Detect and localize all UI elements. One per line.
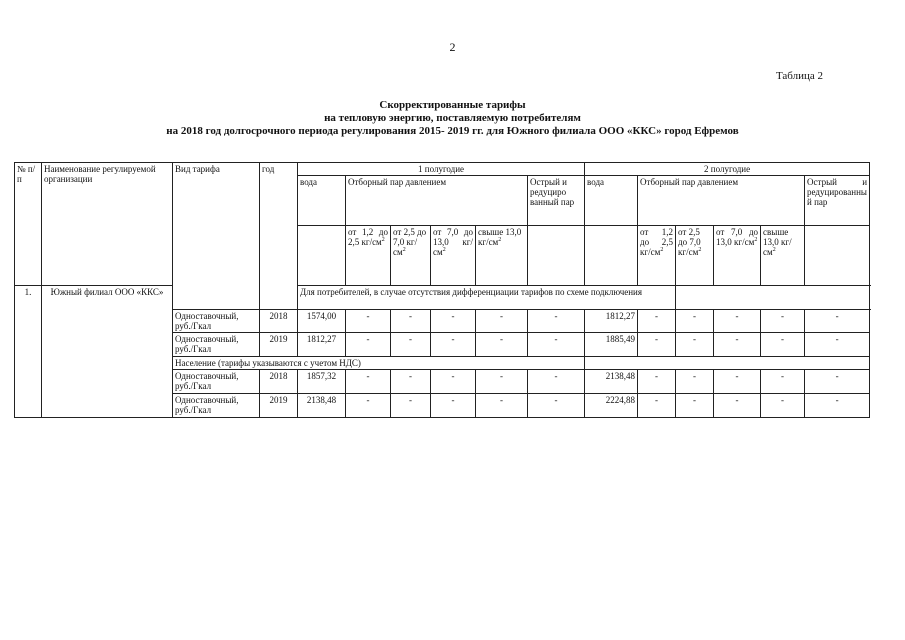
dash-cell: -	[761, 333, 805, 357]
header-row-1	[15, 163, 870, 176]
header-pressure-1-4: свыше 13,0 $кг/см^2$	[476, 226, 528, 286]
tariff-type: Одноставочный, руб./Гкал	[173, 394, 260, 418]
dash-cell: -	[676, 370, 714, 394]
dash-cell: -	[805, 310, 870, 333]
org-name: Южный филиал ООО «ККС»	[42, 286, 173, 418]
dash-cell: -	[528, 333, 585, 357]
header-steam-2: Отборный пар давлением	[638, 176, 805, 226]
header-pressure-1-3: от 7,0 до 13,0 $кг/см^2$	[431, 226, 476, 286]
water-value-h1: 2138,48	[298, 394, 346, 418]
empty-cell	[585, 226, 638, 286]
empty-cell	[676, 286, 870, 310]
dash-cell: -	[391, 370, 431, 394]
dash-cell: -	[346, 394, 391, 418]
empty-cell	[298, 226, 346, 286]
header-half-1: 1 полугодие	[298, 163, 585, 176]
dash-cell: -	[714, 394, 761, 418]
section-population: Население (тарифы указываются с учетом НДС)	[173, 357, 585, 370]
tariff-table	[14, 162, 870, 418]
header-num: № п/п	[15, 163, 42, 286]
dash-cell: -	[476, 310, 528, 333]
tariff-type: Одноставочный, руб./Гкал	[173, 370, 260, 394]
dash-cell: -	[676, 394, 714, 418]
dash-cell: -	[805, 370, 870, 394]
dash-cell: -	[676, 333, 714, 357]
tariff-type: Одноставочный, руб./Гкал	[173, 310, 260, 333]
dash-cell: -	[676, 310, 714, 333]
dash-cell: -	[431, 333, 476, 357]
dash-cell: -	[761, 370, 805, 394]
dash-cell: -	[346, 370, 391, 394]
dash-cell: -	[346, 333, 391, 357]
empty-cell	[528, 226, 585, 286]
dash-cell: -	[638, 333, 676, 357]
dash-cell: -	[431, 394, 476, 418]
water-value-h2: 2224,88	[585, 394, 638, 418]
header-pressure-2-3: от 7,0 до 13,0 $кг/см^2$	[714, 226, 761, 286]
header-water-1: вода	[298, 176, 346, 226]
dash-cell: -	[761, 310, 805, 333]
header-pressure-1-2: от 2,5 до 7,0 $кг/см^2$	[391, 226, 431, 286]
title-line-2: на тепловую энергию, поставляемую потребителям	[324, 112, 581, 124]
tariff-year: 2019	[260, 333, 298, 357]
dash-cell: -	[476, 333, 528, 357]
dash-cell: -	[391, 310, 431, 333]
empty-cell	[805, 226, 870, 286]
dash-cell: -	[346, 310, 391, 333]
title-line-1: Скорректированные тарифы	[379, 99, 526, 111]
dash-cell: -	[805, 394, 870, 418]
water-value-h2: 1885,49	[585, 333, 638, 357]
tariff-year: 2018	[260, 310, 298, 333]
section-row-consumers	[15, 286, 870, 310]
dash-cell: -	[638, 310, 676, 333]
header-sharp-1: Острый и редуциро ванный пар	[528, 176, 585, 226]
water-value-h1: 1574,00	[298, 310, 346, 333]
header-pressure-2-4: свыше 13,0 $кг/см^2$	[761, 226, 805, 286]
dash-cell: -	[528, 370, 585, 394]
dash-cell: -	[391, 394, 431, 418]
dash-cell: -	[761, 394, 805, 418]
dash-cell: -	[476, 394, 528, 418]
dash-cell: -	[638, 370, 676, 394]
dash-cell: -	[714, 310, 761, 333]
water-value-h2: 2138,48	[585, 370, 638, 394]
dash-cell: -	[431, 370, 476, 394]
header-tariff-type: Вид тарифа	[173, 163, 260, 310]
water-value-h2: 1812,27	[585, 310, 638, 333]
water-value-h1: 1812,27	[298, 333, 346, 357]
dash-cell: -	[805, 333, 870, 357]
empty-cell	[585, 357, 870, 370]
header-sharp-2: Острый и редуцированный пар	[805, 176, 870, 226]
section-consumers: Для потребителей, в случае отсутствия дифференциации тарифов по схеме подключения	[298, 286, 676, 310]
page-number: 2	[449, 40, 456, 54]
document-title	[0, 99, 905, 138]
header-year: год	[260, 163, 298, 310]
tariff-year: 2019	[260, 394, 298, 418]
header-pressure-2-1: от 1,2 до 2,5 $кг/см^2$	[638, 226, 676, 286]
tariff-type: Одноставочный, руб./Гкал	[173, 333, 260, 357]
org-number: 1.	[15, 286, 42, 418]
water-value-h1: 1857,32	[298, 370, 346, 394]
dash-cell: -	[528, 394, 585, 418]
header-pressure-2-2: от 2,5 до 7,0 $кг/см^2$	[676, 226, 714, 286]
dash-cell: -	[714, 333, 761, 357]
dash-cell: -	[638, 394, 676, 418]
header-org: Наименование регулируемой организации	[42, 163, 173, 286]
header-half-2: 2 полугодие	[585, 163, 870, 176]
header-water-2: вода	[585, 176, 638, 226]
header-pressure-1-1: от 1,2 до 2,5 $кг/см^2$	[346, 226, 391, 286]
title-line-3: на 2018 год долгосрочного периода регулирования 2015- 2019 гг. для Южного филиала ООО «ККС» город Ефремов	[166, 125, 739, 137]
table-label: Таблица 2	[775, 70, 823, 82]
header-steam-1: Отборный пар давлением	[346, 176, 528, 226]
dash-cell: -	[476, 370, 528, 394]
dash-cell: -	[431, 310, 476, 333]
dash-cell: -	[391, 333, 431, 357]
dash-cell: -	[528, 310, 585, 333]
tariff-year: 2018	[260, 370, 298, 394]
dash-cell: -	[714, 370, 761, 394]
